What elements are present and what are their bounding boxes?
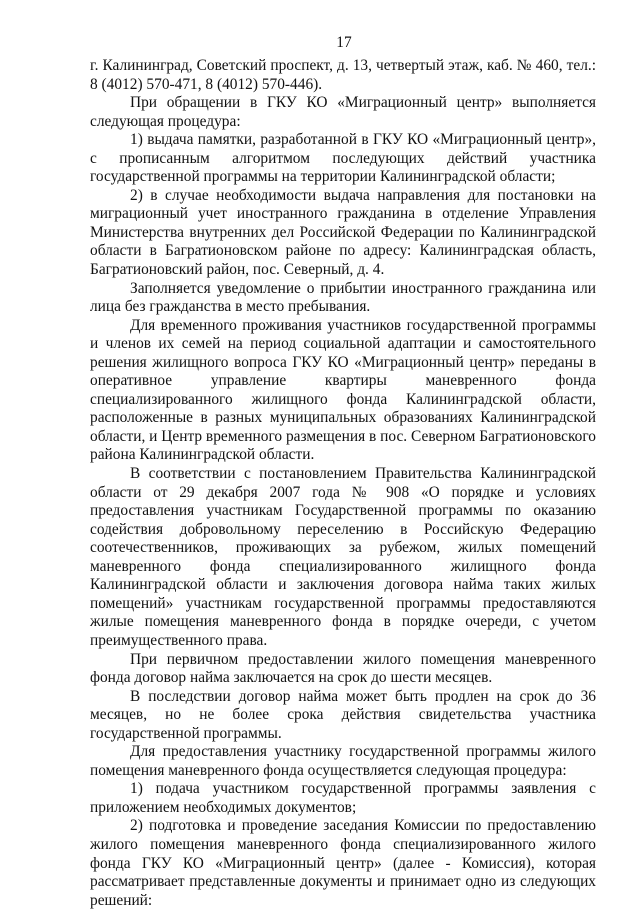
page-number: 17 bbox=[336, 34, 352, 51]
paragraph-housing-step-2: 2) подготовка и проведение заседания Комиссии по предоставлению жилого помещения маневренного фонда специализированного жилого фонда ГКУ КО «Миграционный центр» (далее - Комиссия), которая рассматривает представленные документы и принимает одно из следующих решений: bbox=[90, 817, 596, 909]
paragraph-procedure-step-2: 2) в случае необходимости выдача направления для постановки на миграционный учет иностранного гражданина в отделение Управления Министерства внутренних дел Российской Федерации по Калининградской области в Багратионовском районе по адресу: Калининградская область, Багратионовский район, пос. Северный, д. 4. bbox=[90, 186, 596, 279]
paragraph-procedure-step-1: 1) выдача памятки, разработанной в ГКУ КО «Миграционный центр», с прописанным алгоритмом последующих действий участника государственной программы на территории Калининградской области; bbox=[90, 131, 596, 186]
paragraph-procedure-intro: При обращении в ГКУ КО «Миграционный центр» выполняется следующая процедура: bbox=[90, 94, 596, 130]
paragraph-temporary-housing: Для временного проживания участников государственной программы и членов их семей на период социальной адаптации и самостоятельного решения жилищного вопроса ГКУ КО «Миграционный центр» переданы в оперативное управление квартиры маневренного фонда специализированного жилищного фонда Калининградской области, расположенные в разных муниципальных образованиях Калининградской области, и Центр временного размещения в пос. Северном Багратионовского района Калининградской области. bbox=[90, 316, 596, 464]
paragraph-government-decree: В соответствии с постановлением Правительства Калининградской области от 29 декабря 2007 года № 908 «О порядке и условиях предоставления участникам Государственной программы по оказанию содействия добровольному переселению в Российскую Федерацию соотечественников, проживающих за рубежом, жилых помещений маневренного фонда специализированного жилищного фонда Калининградской области и заключения договора найма таких жилых помещений» участникам государственной программы предоставляются жилые помещения маневренного фонда в порядке очереди, с учетом преимущественного права. bbox=[90, 465, 596, 649]
paragraph-housing-procedure-intro: Для предоставления участнику государственной программы жилого помещения маневренного фонда осуществляется следующая процедура: bbox=[90, 743, 596, 779]
paragraph-address-continuation: г. Калининград, Советский проспект, д. 13, четвертый этаж, каб. № 460, тел.: 8 (4012) 570-471, 8 (4012) 570-446). bbox=[90, 57, 596, 93]
paragraph-lease-extension: В последствии договор найма может быть продлен на срок до 36 месяцев, но не более срока действия свидетельства участника государственной программы. bbox=[90, 687, 596, 742]
page-body bbox=[90, 57, 596, 910]
paragraph-initial-lease: При первичном предоставлении жилого помещения маневренного фонда договор найма заключается на срок до шести месяцев. bbox=[90, 650, 596, 687]
paragraph-arrival-notice: Заполняется уведомление о прибытии иностранного гражданина или лица без гражданства в место пребывания. bbox=[90, 279, 596, 316]
paragraph-housing-step-1: 1) подача участником государственной программы заявления с приложением необходимых документов; bbox=[90, 780, 596, 816]
